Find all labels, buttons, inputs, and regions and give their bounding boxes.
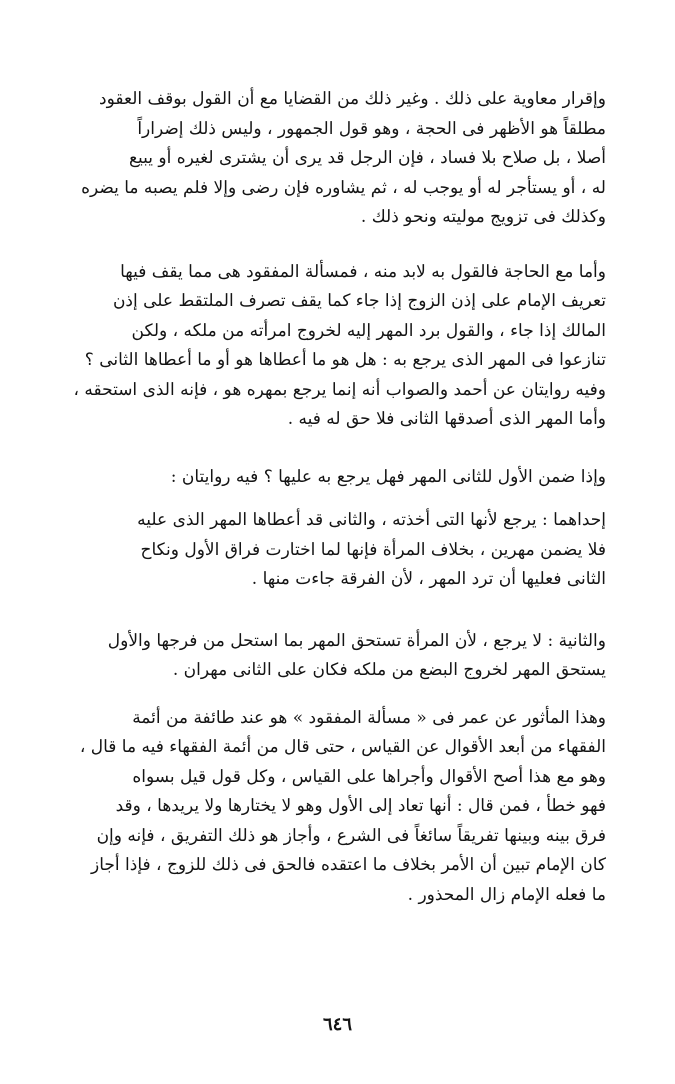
text-line: وفيه روايتان عن أحمد والصواب أنه إنما يرجع بمهره هو ، فإنه الذى استحقه ، <box>73 379 606 400</box>
text-line: فرق بينه وبينها تفريقاً سائغاً فى الشرع ، وأجاز هو ذلك التفريق ، فإنه وإن <box>96 825 606 846</box>
text-line: الثانى فعليها أن ترد المهر ، لأن الفرقة جاءت منها . <box>251 569 606 589</box>
paragraph-6 <box>66 704 606 911</box>
text-line: وإقرار معاوية على ذلك . وغير ذلك من القضايا مع أن القول بوقف العقود <box>99 89 606 109</box>
text-line: الفقهاء من أبعد الأقوال عن القياس ، حتى قال من أئمة الفقهاء فيه ما قال ، <box>79 737 606 757</box>
text-line: وهذا المأثور عن عمر فى « مسألة المفقود » هو عند طائفة من أئمة <box>132 707 606 728</box>
paragraph-3 <box>66 463 606 493</box>
text-line: أصلا ، بل صلاح بلا فساد ، فإن الرجل قد يرى أن يشترى لغيره أو يبيع <box>128 148 606 168</box>
page-number: ٦٤٦ <box>322 1014 352 1035</box>
text-line: المالك إذا جاء ، والقول برد المهر إليه لخروج امرأته من ملكه ، ولكن <box>131 320 606 341</box>
text-line: مطلقاً هو الأظهر فى الحجة ، وهو قول الجمهور ، وليس ذلك إضراراً <box>137 118 606 139</box>
text-line: تنازعوا فى المهر الذى يرجع به : هل هو ما أعطاها هو أو ما أعطاها الثانى ؟ <box>84 350 606 370</box>
text-line: وأما المهر الذى أصدقها الثانى فلا حق له فيه . <box>287 409 606 429</box>
text-line: فهو خطأ ، فمن قال : أنها تعاد إلى الأول وهو لا يختارها ولا يريدها ، وقد <box>115 796 606 816</box>
text-line: وأما مع الحاجة فالقول به لابد منه ، فمسألة المفقود هى مما يقف فيها <box>120 261 606 282</box>
paragraph-1 <box>66 85 606 233</box>
text-line: كان الإمام تبين أن الأمر بخلاف ما اعتقده فالحق فى ذلك للزوج ، فإذا أجاز <box>91 855 606 875</box>
text-line: فلا يضمن مهرين ، بخلاف المرأة فإنها لما اختارت فراق الأول ونكاح <box>140 539 606 560</box>
text-line: يستحق المهر لخروج البضع من ملكه فكان على الثانى مهران . <box>172 660 606 680</box>
text-line: وكذلك فى تزويج موليته ونحو ذلك . <box>360 207 606 227</box>
text-line: والثانية : لا يرجع ، لأن المرأة تستحق المهر بما استحل من فرجها والأول <box>107 630 606 651</box>
paragraph-5 <box>66 627 606 686</box>
body-text <box>66 85 606 910</box>
text-line: له ، أو يستأجر له أو يوجب له ، ثم يشاوره فإن رضى وإلا فلم يصبه ما يضره <box>81 177 606 198</box>
text-line: إحداهما : يرجع لأنها التى أخذته ، والثانى قد أعطاها المهر الذى عليه <box>137 510 606 530</box>
paragraph-2 <box>66 258 606 435</box>
text-line: وهو مع هذا أصح الأقوال وأجراها على القياس ، وكل قول قيل بسواه <box>132 766 606 787</box>
text-line: ما فعله الإمام زال المحذور . <box>407 884 606 905</box>
text-line: وإذا ضمن الأول للثانى المهر فهل يرجع به عليها ؟ فيه روايتان : <box>170 466 606 487</box>
text-line: تعريف الإمام على إذن الزوج إذا جاء كما يقف تصرف الملتقط على إذن <box>112 291 606 311</box>
paragraph-4 <box>66 506 606 595</box>
